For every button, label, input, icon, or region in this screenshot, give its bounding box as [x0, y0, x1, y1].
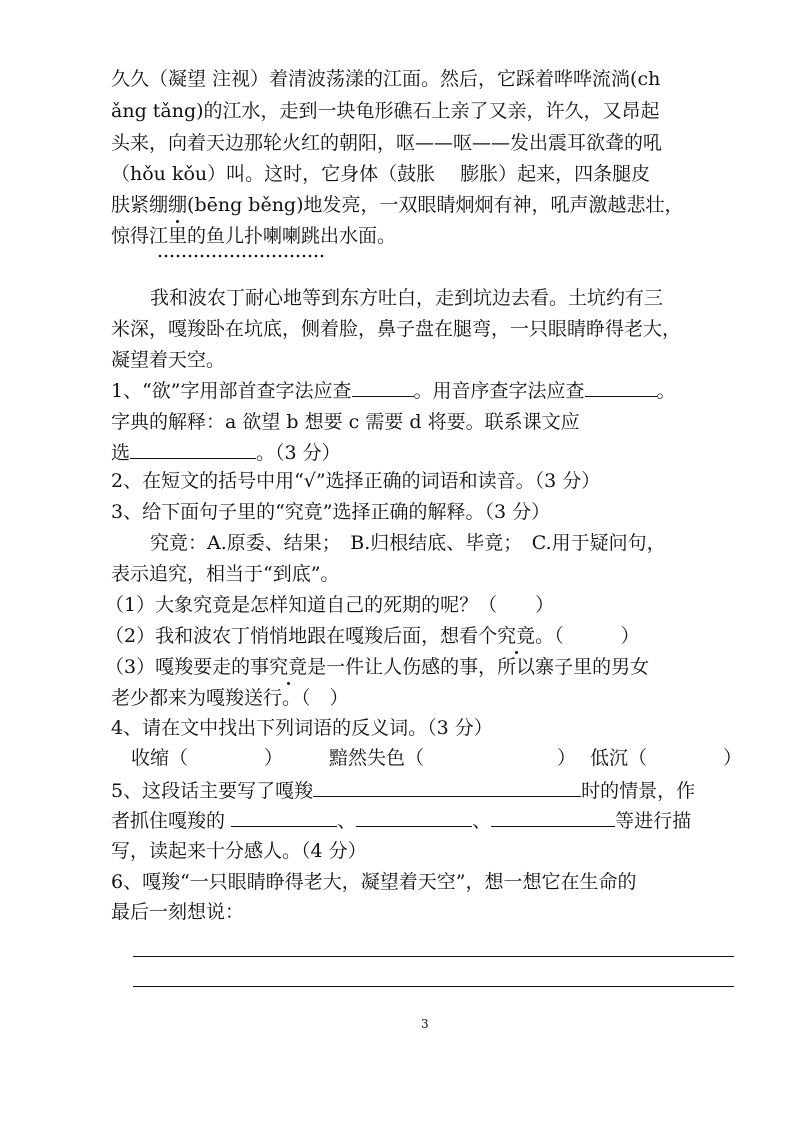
q1-text: 。	[656, 380, 676, 402]
question-6-line-2: 最后一刻想说：	[111, 901, 245, 923]
ellipsis-dots	[157, 254, 325, 258]
question-4-stem: 4、请在文中找出下列词语的反义词。（3 分）	[111, 717, 493, 739]
q1-text: 。用音序查字法应查	[413, 380, 585, 402]
q5-text: 时的情景，作	[581, 780, 696, 802]
antonym-shrink[interactable]: 收缩（ ）	[131, 747, 284, 769]
q5-text: 者抓住嘎羧的	[111, 810, 226, 832]
question-1-line-3	[111, 438, 341, 468]
phonetic-answer-blank[interactable]	[585, 376, 657, 397]
q5-text: 等进行描	[615, 810, 692, 832]
sentence-text: 是一件让人伤感的事，所以寨子里的男女	[307, 656, 650, 678]
passage-line-3: 头来，向着天边那轮火红的朝阳，呕——呕——发出震耳欲聋的吼	[111, 132, 663, 154]
question-3-sentence-3	[105, 652, 649, 682]
paragraph2-line-3: 凝望着天空。	[111, 349, 226, 371]
passage-line-2: ǎng tǎng)的江水，走到一块龟形礁石上亲了又亲，许久，又昂起	[111, 100, 660, 122]
antonym-eclipsed[interactable]: 黯然失色（ ）	[329, 747, 577, 769]
q5-separator: 、	[337, 810, 357, 832]
q5-text: 5、这段话主要写了嘎羧	[111, 780, 314, 802]
meaning-answer-blank[interactable]	[130, 438, 256, 459]
question-6-line-1: 6、嘎羧“一只眼睛睁得老大，凝望着天空”，想一想它在生命的	[111, 871, 637, 893]
question-3-stem: 3、给下面句子里的“究竟”选择正确的解释。（3 分）	[111, 501, 551, 523]
question-5-line-2	[111, 806, 691, 836]
q1-text: 1、“欲”字用部首查字法应查	[111, 380, 352, 402]
sentence-text[interactable]: 。（ ）	[535, 625, 640, 647]
sentence-text: （3）嘎羧要走的事	[105, 656, 270, 678]
dotted-character: 绷	[168, 190, 187, 220]
passage-line-5	[111, 190, 684, 220]
passage-text: 肤紧绷	[111, 194, 169, 216]
target-word: 究竟	[193, 594, 232, 616]
passage-line-6: 惊得江里的鱼儿扑喇喇跳出水面。	[111, 225, 397, 247]
question-5-line-3: 写，读起来十分感人。（4 分）	[111, 840, 367, 862]
q1-text: 。（3 分）	[256, 442, 341, 464]
answer-line-2[interactable]	[133, 986, 734, 987]
question-1-line-1	[111, 376, 676, 406]
radical-answer-blank[interactable]	[352, 376, 414, 397]
page-number: 3	[421, 1017, 429, 1031]
passage-line-4: （hǒu kǒu）叫。这时，它身体（鼓胀 膨胀）起来，四条腿皮	[111, 163, 651, 185]
target-word-dotted: 究竟	[269, 652, 307, 682]
question-3-sentence-2	[105, 621, 640, 651]
paragraph2-line-2: 米深，嘎羧卧在坑底，侧着脸，鼻子盘在腿弯，一只眼睛睁得老大，	[111, 318, 682, 340]
paragraph2-line-1: 我和波农丁耐心地等到东方吐白，走到坑边去看。土坑约有三	[150, 287, 664, 309]
scene-answer-blank[interactable]	[313, 776, 581, 797]
question-3-definitions: 究竟：A.原委、结果； B.归根结底、毕竟； C.用于疑问句，	[150, 532, 666, 554]
sentence-text: （2）我和波农丁悄悄地跟在嘎羧后面，想看个	[105, 625, 498, 647]
question-5-line-1	[111, 776, 695, 806]
question-3-sentence-1	[105, 590, 554, 620]
answer-line-1[interactable]	[133, 956, 734, 957]
passage-line-1: 久久（凝望 注视）着清波荡漾的江面。然后，它踩着哗哗流淌(ch	[111, 68, 661, 90]
question-3-definitions-cont: 表示追究，相当于“到底”。	[111, 563, 340, 585]
question-3-sentence-3-cont[interactable]: 老少都来为嘎羧送行。（ ）	[111, 687, 349, 709]
antonym-low[interactable]: 低沉（ ）	[590, 747, 743, 769]
detail-blank-3[interactable]	[491, 806, 615, 827]
detail-blank-1[interactable]	[231, 806, 337, 827]
question-1-line-2: 字典的解释：a 欲望 b 想要 c 需要 d 将要。联系课文应	[111, 411, 580, 433]
q5-separator: 、	[472, 810, 492, 832]
sentence-text[interactable]: 是怎样知道自己的死期的呢？（ ）	[231, 594, 555, 616]
sentence-text: （1）大象	[105, 594, 194, 616]
detail-blank-2[interactable]	[356, 806, 472, 827]
q1-text: 选	[111, 442, 131, 464]
passage-text: (bēng běng)地发亮，一双眼睛炯炯有神，吼声激越悲壮，	[187, 194, 684, 216]
question-2: 2、在短文的括号中用“√”选择正确的词语和读音。（3 分）	[111, 470, 601, 492]
target-word-dotted: 究竟	[497, 621, 535, 651]
